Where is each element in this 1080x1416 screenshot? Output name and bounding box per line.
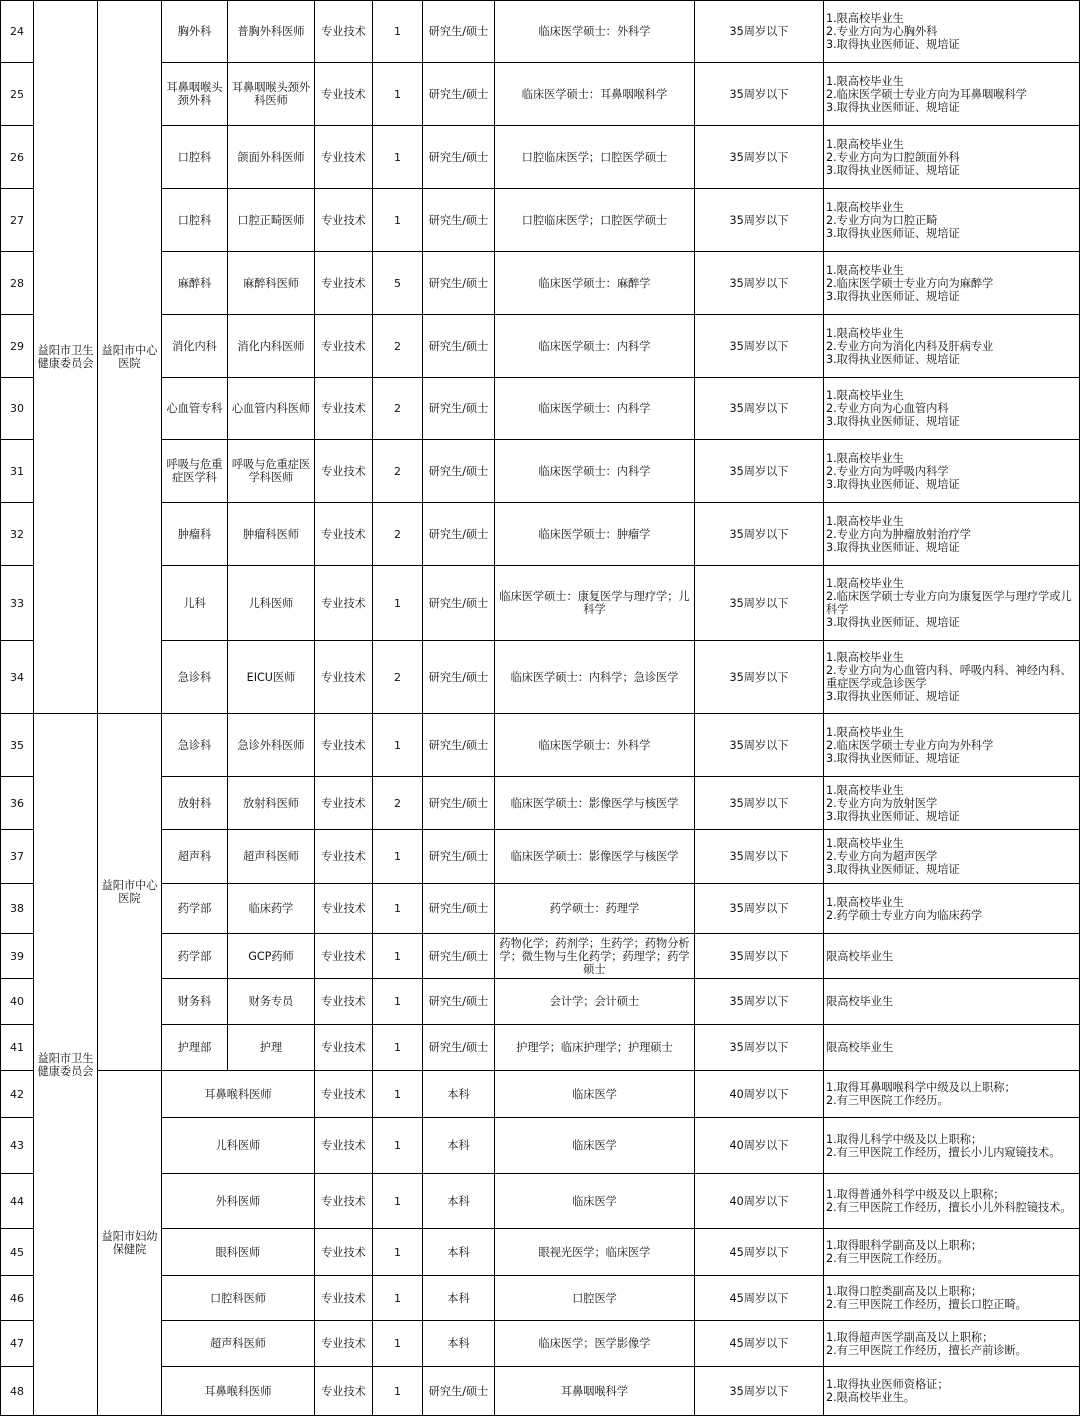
major-cell: 口腔临床医学；口腔医学硕士 <box>495 126 695 189</box>
major-cell: 临床医学 <box>495 1118 695 1174</box>
row-number-cell: 38 <box>0 884 34 934</box>
age-cell: 35周岁以下 <box>695 252 824 315</box>
headcount-cell: 2 <box>373 503 423 566</box>
requirements-cell <box>824 1321 1080 1367</box>
requirement-line: 2.专业方向为心血管内科 <box>826 402 949 415</box>
row-number-cell: 40 <box>0 979 34 1025</box>
post-name-cell: 放射科医师 <box>228 777 315 830</box>
requirements-cell <box>824 1118 1080 1174</box>
age-cell: 45周岁以下 <box>695 1276 824 1321</box>
post-name-cell: 财务专员 <box>228 979 315 1025</box>
department-cell: 胸外科 <box>162 0 228 63</box>
requirements-cell <box>824 189 1080 252</box>
requirement-line: 2.临床医学硕士专业方向为康复医学与理疗学或儿科学 <box>826 590 1072 616</box>
major-cell: 护理学；临床护理学；护理硕士 <box>495 1025 695 1071</box>
department-cell: 肿瘤科 <box>162 503 228 566</box>
requirements-cell <box>824 979 1080 1025</box>
major-cell: 口腔临床医学；口腔医学硕士 <box>495 189 695 252</box>
row-number-cell: 25 <box>0 63 34 126</box>
post-name-cell: 口腔正畸医师 <box>228 189 315 252</box>
requirement-line: 1.限高校毕业生 <box>826 74 904 88</box>
requirements-cell <box>824 1071 1080 1118</box>
requirements-cell <box>824 1229 1080 1276</box>
major-cell: 临床医学硕士：内科学 <box>495 440 695 503</box>
requirement-line: 2.专业方向为口腔正畸 <box>826 213 938 227</box>
requirements-cell <box>824 934 1080 979</box>
post-name-cell: 外科医师 <box>162 1174 315 1229</box>
headcount-cell: 1 <box>373 1025 423 1071</box>
headcount-cell: 1 <box>373 1071 423 1118</box>
department-cell: 口腔科 <box>162 126 228 189</box>
major-cell: 临床医学硕士：康复医学与理疗学；儿科学 <box>495 566 695 641</box>
category-cell: 专业技术 <box>315 126 373 189</box>
requirement-line: 1.取得耳鼻咽喉科学中级及以上职称； <box>826 1081 1016 1094</box>
education-cell: 研究生/硕士 <box>423 0 495 63</box>
education-cell: 研究生/硕士 <box>423 641 495 714</box>
education-cell: 本科 <box>423 1229 495 1276</box>
category-cell: 专业技术 <box>315 440 373 503</box>
headcount-cell: 1 <box>373 979 423 1025</box>
major-cell: 临床医学硕士：影像医学与核医学 <box>495 777 695 830</box>
post-name-cell: 耳鼻喉科医师 <box>162 1367 315 1416</box>
department-cell: 口腔科 <box>162 189 228 252</box>
post-name-cell: 急诊外科医师 <box>228 714 315 777</box>
requirement-line: 3.取得执业医师证、规培证 <box>826 352 960 366</box>
education-cell: 研究生/硕士 <box>423 189 495 252</box>
requirement-line: 限高校毕业生 <box>826 1041 894 1054</box>
education-cell: 研究生/硕士 <box>423 252 495 315</box>
requirement-line: 1.取得执业医师资格证； <box>826 1378 949 1391</box>
headcount-cell: 2 <box>373 440 423 503</box>
requirements-cell <box>824 63 1080 126</box>
row-number-cell: 46 <box>0 1276 34 1321</box>
major-cell: 临床医学硕士：外科学 <box>495 0 695 63</box>
age-cell: 35周岁以下 <box>695 1025 824 1071</box>
requirement-line: 2.临床医学硕士专业方向为麻醉学 <box>826 276 994 290</box>
row-number-cell: 31 <box>0 440 34 503</box>
requirement-line: 3.取得执业医师证、规培证 <box>826 690 960 703</box>
headcount-cell: 1 <box>373 934 423 979</box>
merged-unit-cell: 益阳市妇幼保健院 <box>98 1071 162 1416</box>
education-cell: 本科 <box>423 1174 495 1229</box>
row-number-cell: 36 <box>0 777 34 830</box>
post-name-cell: 口腔科医师 <box>162 1276 315 1321</box>
category-cell: 专业技术 <box>315 252 373 315</box>
category-cell: 专业技术 <box>315 884 373 934</box>
requirements-cell <box>824 1025 1080 1071</box>
department-cell: 消化内科 <box>162 315 228 378</box>
age-cell: 35周岁以下 <box>695 830 824 884</box>
requirement-line: 1.取得儿科学中级及以上职称； <box>826 1132 983 1146</box>
major-cell: 耳鼻咽喉科学 <box>495 1367 695 1416</box>
requirements-cell <box>824 641 1080 714</box>
requirement-line: 3.取得执业医师证、规培证 <box>826 415 960 428</box>
requirement-line: 1.取得口腔类副高及以上职称； <box>826 1285 983 1298</box>
department-cell: 超声科 <box>162 830 228 884</box>
requirement-line: 2.临床医学硕士专业方向为外科学 <box>826 738 994 752</box>
education-cell: 研究生/硕士 <box>423 440 495 503</box>
requirement-line: 1.取得眼科学副高及以上职称； <box>826 1239 983 1252</box>
headcount-cell: 1 <box>373 566 423 641</box>
post-name-cell: 儿科医师 <box>162 1118 315 1174</box>
education-cell: 研究生/硕士 <box>423 378 495 440</box>
row-number-cell: 43 <box>0 1118 34 1174</box>
department-cell: 药学部 <box>162 934 228 979</box>
requirement-line: 2.专业方向为心胸外科 <box>826 25 938 38</box>
department-cell: 呼吸与危重症医学科 <box>162 440 228 503</box>
requirement-line: 2.有三甲医院工作经历，擅长产前诊断。 <box>826 1343 1027 1357</box>
requirement-line: 2.专业方向为放射医学 <box>826 796 938 810</box>
requirement-line: 2.有三甲医院工作经历。 <box>826 1094 949 1107</box>
department-cell: 护理部 <box>162 1025 228 1071</box>
post-name-cell: 超声科医师 <box>228 830 315 884</box>
age-cell: 35周岁以下 <box>695 378 824 440</box>
major-cell: 临床医学硕士：外科学 <box>495 714 695 777</box>
requirement-line: 1.限高校毕业生 <box>826 263 904 277</box>
row-number-cell: 32 <box>0 503 34 566</box>
category-cell: 专业技术 <box>315 189 373 252</box>
age-cell: 35周岁以下 <box>695 566 824 641</box>
requirement-line: 1.限高校毕业生 <box>826 514 904 528</box>
education-cell: 本科 <box>423 1118 495 1174</box>
age-cell: 35周岁以下 <box>695 503 824 566</box>
requirement-line: 2.临床医学硕士专业方向为耳鼻咽喉科学 <box>826 87 1027 101</box>
requirement-line: 限高校毕业生 <box>826 995 894 1008</box>
age-cell: 35周岁以下 <box>695 189 824 252</box>
headcount-cell: 1 <box>373 1174 423 1229</box>
post-name-cell: 临床药学 <box>228 884 315 934</box>
category-cell: 专业技术 <box>315 503 373 566</box>
headcount-cell: 5 <box>373 252 423 315</box>
education-cell: 研究生/硕士 <box>423 777 495 830</box>
age-cell: 35周岁以下 <box>695 777 824 830</box>
requirement-line: 2.专业方向为呼吸内科学 <box>826 464 949 478</box>
headcount-cell: 1 <box>373 1276 423 1321</box>
major-cell: 临床医学 <box>495 1071 695 1118</box>
requirement-line: 2.专业方向为口腔颌面外科 <box>826 150 960 164</box>
category-cell: 专业技术 <box>315 830 373 884</box>
post-name-cell: GCP药师 <box>228 934 315 979</box>
age-cell: 35周岁以下 <box>695 440 824 503</box>
requirements-cell <box>824 440 1080 503</box>
department-cell: 儿科 <box>162 566 228 641</box>
merged-unit-cell: 益阳市中心医院 <box>98 0 162 714</box>
headcount-cell: 1 <box>373 0 423 63</box>
requirement-line: 2.有三甲医院工作经历，擅长口腔正畸。 <box>826 1298 1027 1311</box>
category-cell: 专业技术 <box>315 378 373 440</box>
department-cell: 药学部 <box>162 884 228 934</box>
age-cell: 35周岁以下 <box>695 979 824 1025</box>
requirement-line: 2.有三甲医院工作经历。 <box>826 1252 949 1265</box>
post-name-cell: 呼吸与危重症医学科医师 <box>228 440 315 503</box>
major-cell: 眼视光医学；临床医学 <box>495 1229 695 1276</box>
major-cell: 临床医学 <box>495 1174 695 1229</box>
requirement-line: 2.有三甲医院工作经历，擅长小儿外科腔镜技术。 <box>826 1201 1072 1214</box>
row-number-cell: 26 <box>0 126 34 189</box>
requirement-line: 1.限高校毕业生 <box>826 137 904 151</box>
category-cell: 专业技术 <box>315 1276 373 1321</box>
requirement-line: 2.有三甲医院工作经历，擅长小儿内窥镜技术。 <box>826 1145 1061 1159</box>
requirement-line: 1.限高校毕业生 <box>826 577 904 590</box>
requirements-cell <box>824 315 1080 378</box>
requirement-line: 2.专业方向为超声医学 <box>826 850 938 863</box>
department-cell: 耳鼻咽喉头颈外科 <box>162 63 228 126</box>
requirement-line: 2.药学硕士专业方向为临床药学 <box>826 908 983 922</box>
education-cell: 本科 <box>423 1321 495 1367</box>
department-cell: 麻醉科 <box>162 252 228 315</box>
age-cell: 40周岁以下 <box>695 1174 824 1229</box>
category-cell: 专业技术 <box>315 63 373 126</box>
requirements-cell <box>824 1276 1080 1321</box>
requirement-line: 限高校毕业生 <box>826 949 894 963</box>
category-cell: 专业技术 <box>315 934 373 979</box>
requirement-line: 3.取得执业医师证、规培证 <box>826 809 960 823</box>
age-cell: 35周岁以下 <box>695 934 824 979</box>
requirement-line: 3.取得执业医师证、规培证 <box>826 226 960 240</box>
requirements-cell <box>824 830 1080 884</box>
headcount-cell: 2 <box>373 641 423 714</box>
requirements-cell <box>824 0 1080 63</box>
major-cell: 临床医学硕士：肿瘤学 <box>495 503 695 566</box>
requirement-line: 1.限高校毕业生 <box>826 389 904 402</box>
headcount-cell: 1 <box>373 126 423 189</box>
education-cell: 研究生/硕士 <box>423 979 495 1025</box>
major-cell: 临床医学硕士：影像医学与核医学 <box>495 830 695 884</box>
major-cell: 临床医学硕士：耳鼻咽喉科学 <box>495 63 695 126</box>
major-cell: 会计学；会计硕士 <box>495 979 695 1025</box>
education-cell: 研究生/硕士 <box>423 830 495 884</box>
requirements-cell <box>824 884 1080 934</box>
age-cell: 45周岁以下 <box>695 1229 824 1276</box>
row-number-cell: 28 <box>0 252 34 315</box>
major-cell: 临床医学；医学影像学 <box>495 1321 695 1367</box>
category-cell: 专业技术 <box>315 1118 373 1174</box>
requirement-line: 1.取得普通外科学中级及以上职称； <box>826 1188 1005 1201</box>
category-cell: 专业技术 <box>315 315 373 378</box>
education-cell: 研究生/硕士 <box>423 315 495 378</box>
requirement-line: 1.限高校毕业生 <box>826 451 904 465</box>
headcount-cell: 1 <box>373 1367 423 1416</box>
category-cell: 专业技术 <box>315 1367 373 1416</box>
education-cell: 研究生/硕士 <box>423 714 495 777</box>
requirement-line: 1.限高校毕业生 <box>826 725 904 739</box>
requirement-line: 1.限高校毕业生 <box>826 783 904 797</box>
requirement-line: 1.取得超声医学副高及以上职称； <box>826 1330 994 1344</box>
requirement-line: 1.限高校毕业生 <box>826 200 904 214</box>
headcount-cell: 1 <box>373 1229 423 1276</box>
headcount-cell: 2 <box>373 777 423 830</box>
requirement-line: 1.限高校毕业生 <box>826 837 904 850</box>
post-name-cell: 普胸外科医师 <box>228 0 315 63</box>
education-cell: 研究生/硕士 <box>423 1025 495 1071</box>
row-number-cell: 45 <box>0 1229 34 1276</box>
headcount-cell: 1 <box>373 189 423 252</box>
requirement-line: 3.取得执业医师证、规培证 <box>826 863 960 876</box>
category-cell: 专业技术 <box>315 1071 373 1118</box>
education-cell: 本科 <box>423 1276 495 1321</box>
age-cell: 35周岁以下 <box>695 714 824 777</box>
requirements-cell <box>824 126 1080 189</box>
requirement-line: 3.取得执业医师证、规培证 <box>826 477 960 491</box>
age-cell: 45周岁以下 <box>695 1321 824 1367</box>
post-name-cell: EICU医师 <box>228 641 315 714</box>
headcount-cell: 1 <box>373 63 423 126</box>
headcount-cell: 2 <box>373 378 423 440</box>
post-name-cell: 眼科医师 <box>162 1229 315 1276</box>
age-cell: 35周岁以下 <box>695 63 824 126</box>
major-cell: 口腔医学 <box>495 1276 695 1321</box>
requirement-line: 2.专业方向为消化内科及肝病专业 <box>826 339 994 353</box>
major-cell: 临床医学硕士：内科学；急诊医学 <box>495 641 695 714</box>
requirements-cell <box>824 503 1080 566</box>
requirement-line: 1.限高校毕业生 <box>826 651 904 664</box>
education-cell: 研究生/硕士 <box>423 884 495 934</box>
department-cell: 急诊科 <box>162 641 228 714</box>
merged-unit-cell: 益阳市中心医院 <box>98 714 162 1071</box>
category-cell: 专业技术 <box>315 979 373 1025</box>
row-number-cell: 27 <box>0 189 34 252</box>
department-cell: 急诊科 <box>162 714 228 777</box>
education-cell: 研究生/硕士 <box>423 1367 495 1416</box>
requirement-line: 1.限高校毕业生 <box>826 895 904 909</box>
merged-authority-cell: 益阳市卫生健康委员会 <box>34 0 98 714</box>
age-cell: 35周岁以下 <box>695 1367 824 1416</box>
requirement-line: 2.限高校毕业生。 <box>826 1391 915 1404</box>
age-cell: 35周岁以下 <box>695 641 824 714</box>
row-number-cell: 48 <box>0 1367 34 1416</box>
headcount-cell: 2 <box>373 315 423 378</box>
department-cell: 财务科 <box>162 979 228 1025</box>
requirement-line: 3.取得执业医师证、规培证 <box>826 163 960 177</box>
education-cell: 研究生/硕士 <box>423 63 495 126</box>
requirement-line: 3.取得执业医师证、规培证 <box>826 616 960 629</box>
headcount-cell: 1 <box>373 1321 423 1367</box>
requirement-line: 3.取得执业医师证、规培证 <box>826 100 960 114</box>
post-name-cell: 儿科医师 <box>228 566 315 641</box>
category-cell: 专业技术 <box>315 1229 373 1276</box>
category-cell: 专业技术 <box>315 714 373 777</box>
requirement-line: 2.专业方向为心血管内科、呼吸内科、神经内科、重症医学或急诊医学 <box>826 664 1072 690</box>
requirement-line: 1.限高校毕业生 <box>826 326 904 340</box>
department-cell: 心血管专科 <box>162 378 228 440</box>
post-name-cell: 护理 <box>228 1025 315 1071</box>
requirements-cell <box>824 777 1080 830</box>
education-cell: 研究生/硕士 <box>423 503 495 566</box>
requirement-line: 3.取得执业医师证、规培证 <box>826 289 960 303</box>
post-name-cell: 消化内科医师 <box>228 315 315 378</box>
requirements-cell <box>824 252 1080 315</box>
post-name-cell: 超声科医师 <box>162 1321 315 1367</box>
row-number-cell: 44 <box>0 1174 34 1229</box>
education-cell: 研究生/硕士 <box>423 934 495 979</box>
major-cell: 药物化学；药剂学；生药学；药物分析学；微生物与生化药学；药理学；药学硕士 <box>495 934 695 979</box>
requirements-cell <box>824 1174 1080 1229</box>
category-cell: 专业技术 <box>315 1321 373 1367</box>
headcount-cell: 1 <box>373 884 423 934</box>
row-number-cell: 39 <box>0 934 34 979</box>
row-number-cell: 34 <box>0 641 34 714</box>
category-cell: 专业技术 <box>315 0 373 63</box>
education-cell: 本科 <box>423 1071 495 1118</box>
age-cell: 40周岁以下 <box>695 1071 824 1118</box>
row-number-cell: 47 <box>0 1321 34 1367</box>
row-number-cell: 35 <box>0 714 34 777</box>
row-number-cell: 33 <box>0 566 34 641</box>
education-cell: 研究生/硕士 <box>423 566 495 641</box>
headcount-cell: 1 <box>373 714 423 777</box>
requirement-line: 3.取得执业医师证、规培证 <box>826 38 960 51</box>
post-name-cell: 麻醉科医师 <box>228 252 315 315</box>
age-cell: 35周岁以下 <box>695 884 824 934</box>
major-cell: 临床医学硕士：内科学 <box>495 378 695 440</box>
department-cell: 放射科 <box>162 777 228 830</box>
headcount-cell: 1 <box>373 1118 423 1174</box>
post-name-cell: 颌面外科医师 <box>228 126 315 189</box>
row-number-cell: 42 <box>0 1071 34 1118</box>
row-number-cell: 37 <box>0 830 34 884</box>
age-cell: 35周岁以下 <box>695 315 824 378</box>
requirement-line: 2.专业方向为肿瘤放射治疗学 <box>826 527 971 541</box>
post-name-cell: 肿瘤科医师 <box>228 503 315 566</box>
requirement-line: 3.取得执业医师证、规培证 <box>826 751 960 765</box>
major-cell: 临床医学硕士：内科学 <box>495 315 695 378</box>
requirement-line: 3.取得执业医师证、规培证 <box>826 540 960 554</box>
requirements-cell <box>824 714 1080 777</box>
age-cell: 35周岁以下 <box>695 126 824 189</box>
requirements-cell <box>824 1367 1080 1416</box>
age-cell: 35周岁以下 <box>695 0 824 63</box>
category-cell: 专业技术 <box>315 566 373 641</box>
category-cell: 专业技术 <box>315 1174 373 1229</box>
age-cell: 40周岁以下 <box>695 1118 824 1174</box>
post-name-cell: 心血管内科医师 <box>228 378 315 440</box>
major-cell: 药学硕士：药理学 <box>495 884 695 934</box>
category-cell: 专业技术 <box>315 641 373 714</box>
row-number-cell: 41 <box>0 1025 34 1071</box>
row-number-cell: 29 <box>0 315 34 378</box>
merged-authority-cell: 益阳市卫生健康委员会 <box>34 714 98 1416</box>
post-name-cell: 耳鼻咽喉头颈外科医师 <box>228 63 315 126</box>
headcount-cell: 1 <box>373 830 423 884</box>
post-name-cell: 耳鼻喉科医师 <box>162 1071 315 1118</box>
major-cell: 临床医学硕士：麻醉学 <box>495 252 695 315</box>
requirements-cell <box>824 566 1080 641</box>
row-number-cell: 24 <box>0 0 34 63</box>
category-cell: 专业技术 <box>315 777 373 830</box>
education-cell: 研究生/硕士 <box>423 126 495 189</box>
row-number-cell: 30 <box>0 378 34 440</box>
category-cell: 专业技术 <box>315 1025 373 1071</box>
requirements-cell <box>824 378 1080 440</box>
requirement-line: 1.限高校毕业生 <box>826 12 904 25</box>
